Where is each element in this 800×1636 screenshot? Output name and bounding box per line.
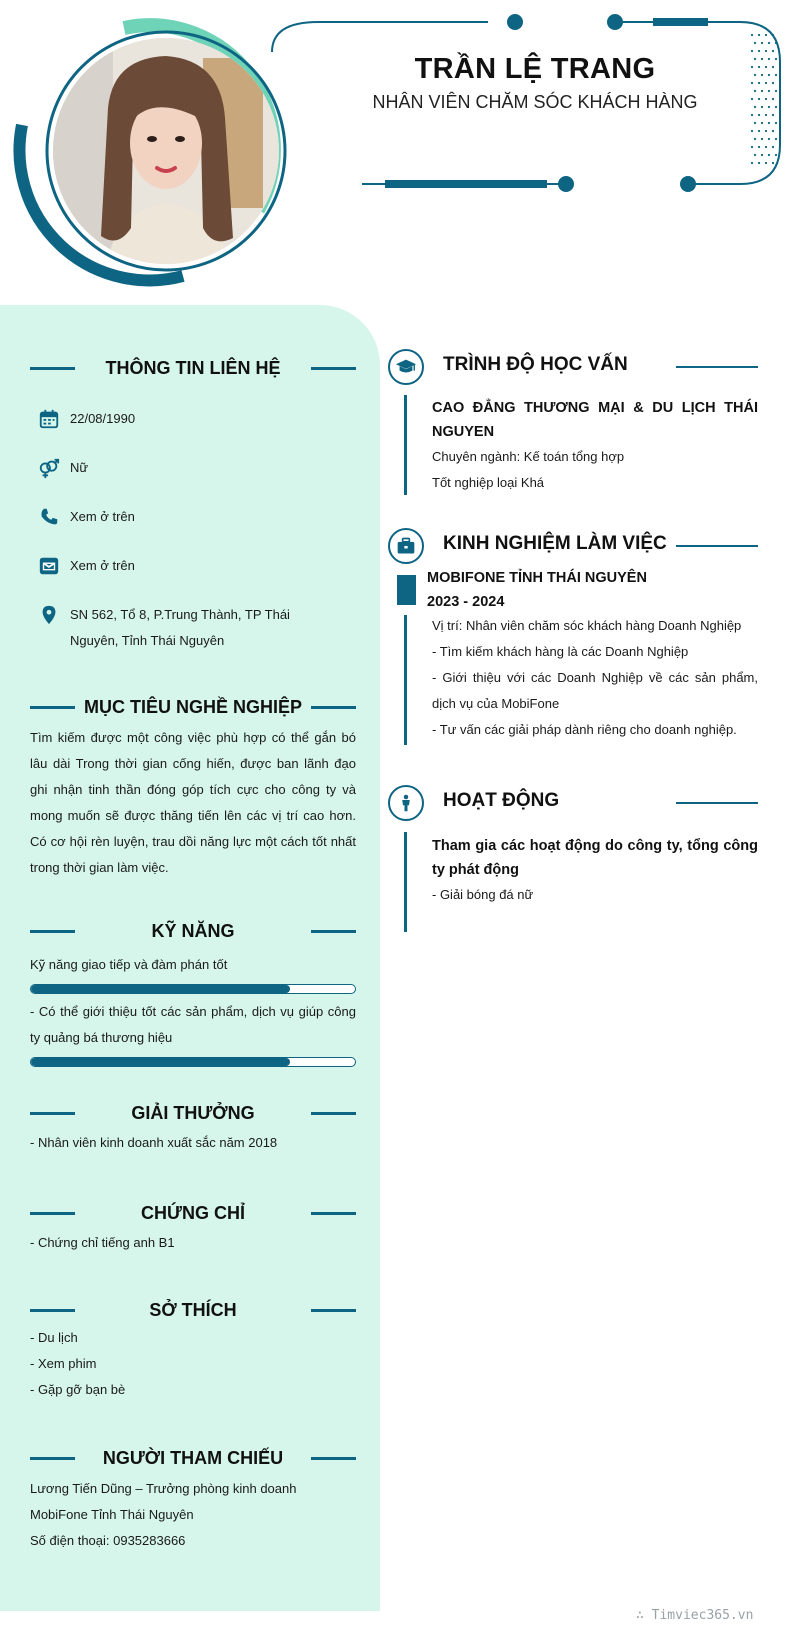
pattern-dot [765, 130, 767, 132]
section-title-awards [30, 1098, 356, 1128]
candidate-name: TRẦN LỆ TRANG [414, 53, 656, 85]
pattern-dot [772, 114, 774, 116]
frame-bar [385, 180, 547, 188]
portrait-illustration [53, 38, 279, 264]
pattern-dot [775, 90, 777, 92]
pattern-dot [761, 154, 763, 156]
title-bar [311, 706, 356, 709]
award-item: - Nhân viên kinh doanh xuất sắc năm 2018 [30, 1135, 278, 1150]
title-bar [30, 1112, 75, 1115]
email-icon [38, 555, 60, 577]
objective-text: Tìm kiếm được một công việc phù hợp có thể gắn bó lâu dài Trong thời gian cống hiến, được ban lãnh đạo ghi nhận tinh thần đóng góp tích cực cho công ty và mong muốn sẽ được thăng tiến lên các vị trí cao hơn. Có cơ hội rèn luyện, trau dồi năng lực một cách tốt nhất trong thời gian làm việc. [30, 730, 356, 875]
pattern-dot [758, 146, 760, 148]
title-bar [311, 1112, 356, 1115]
pattern-dot [768, 74, 770, 76]
reference-line: Lương Tiến Dũng – Trưởng phòng kinh doanh [30, 1481, 297, 1496]
pattern-dot [761, 138, 763, 140]
skill-name: Kỹ năng giao tiếp và đàm phán tốt [30, 957, 228, 972]
pattern-dot [772, 82, 774, 84]
pattern-dot [758, 82, 760, 84]
pattern-dot [754, 42, 756, 44]
pattern-dot [761, 122, 763, 124]
cv-header [0, 0, 800, 300]
pattern-dot [765, 146, 767, 148]
experience-section-icon [388, 528, 424, 564]
pattern-dot [772, 130, 774, 132]
pattern-dot [765, 66, 767, 68]
title-line [676, 366, 758, 368]
title-bar [30, 1212, 75, 1215]
pattern-dot [751, 130, 753, 132]
section-title-activities: HOẠT ĐỘNG [443, 790, 560, 811]
title-bar [30, 367, 75, 370]
calendar-icon [38, 408, 60, 430]
section-title-objective [30, 692, 356, 722]
pattern-dot [772, 162, 774, 164]
frame-bar [653, 18, 708, 26]
skill-bar [30, 984, 356, 994]
pattern-dot [765, 34, 767, 36]
title-bar [30, 706, 75, 709]
contact-phone [38, 506, 358, 530]
pattern-dot [751, 98, 753, 100]
reference-line: MobiFone Tỉnh Thái Nguyên [30, 1507, 194, 1522]
hobby-item: - Du lịch [30, 1330, 78, 1345]
pattern-dot [775, 138, 777, 140]
pattern-dot [761, 58, 763, 60]
timeline-line [404, 395, 407, 495]
title-bar [311, 930, 356, 933]
section-heading: THÔNG TIN LIÊN HỆ [105, 357, 281, 378]
experience-line: Vị trí: Nhân viên chăm sóc khách hàng Doanh Nghiệp [432, 618, 742, 633]
pattern-dot [775, 122, 777, 124]
pattern-dot [754, 90, 756, 92]
email-value[interactable]: Xem ở trên [70, 558, 135, 573]
education-section-icon [388, 349, 424, 385]
watermark: ∴ Timviec365.vn [636, 1608, 754, 1623]
pattern-dot [772, 98, 774, 100]
pattern-dot [775, 74, 777, 76]
section-heading: KỸ NĂNG [151, 920, 235, 941]
title-bar [30, 1457, 75, 1460]
frame-top-left [272, 22, 488, 52]
pattern-dot [765, 162, 767, 164]
title-line [676, 545, 758, 547]
skill-bar [30, 1057, 356, 1067]
pattern-dot [751, 162, 753, 164]
pattern-dot [775, 106, 777, 108]
section-heading: GIẢI THƯỞNG [131, 1102, 255, 1123]
pattern-dot [772, 50, 774, 52]
pattern-dot [751, 34, 753, 36]
pattern-dot [761, 106, 763, 108]
activities-section-icon [388, 785, 424, 821]
briefcase-icon [396, 536, 416, 556]
title-bar [311, 1212, 356, 1215]
pattern-dot [758, 66, 760, 68]
pattern-dot [765, 82, 767, 84]
work-period: 2023 - 2024 [427, 594, 505, 610]
graduation-cap-icon [395, 356, 417, 378]
pattern-dot [751, 50, 753, 52]
pattern-dot [758, 162, 760, 164]
title-bar [30, 930, 75, 933]
contact-address [38, 604, 358, 654]
pattern-dot [751, 114, 753, 116]
pattern-dot [775, 154, 777, 156]
job-title: NHÂN VIÊN CHĂM SÓC KHÁCH HÀNG [372, 92, 698, 112]
contact-email [38, 555, 358, 579]
company-name: MOBIFONE TỈNH THÁI NGUYÊN [427, 570, 647, 586]
pattern-dot [768, 154, 770, 156]
title-bar [311, 367, 356, 370]
pattern-dot [758, 34, 760, 36]
pattern-dot [772, 34, 774, 36]
section-title-skills [30, 916, 356, 946]
pattern-dot [768, 122, 770, 124]
pattern-dot [775, 42, 777, 44]
profile-photo [53, 38, 279, 264]
location-pin-icon [38, 604, 60, 626]
frame-dot [607, 14, 623, 30]
experience-line: - Giới thiệu với các Doanh Nghiệp về các sản phẩm, dịch vụ của MobiFone [432, 670, 758, 711]
gender-value: Nữ [70, 460, 89, 475]
hobby-item: - Xem phim [30, 1356, 97, 1371]
hobby-item: - Gặp gỡ bạn bè [30, 1382, 126, 1397]
section-heading: MỤC TIÊU NGHỀ NGHIỆP [83, 696, 302, 717]
pattern-dot [754, 58, 756, 60]
person-icon [397, 793, 415, 813]
pattern-dot [765, 50, 767, 52]
pattern-dot [775, 58, 777, 60]
title-line [676, 802, 758, 804]
section-title-education: TRÌNH ĐỘ HỌC VẤN [443, 354, 628, 375]
pattern-dot [754, 122, 756, 124]
pattern-dot [758, 98, 760, 100]
pattern-dot [772, 146, 774, 148]
timeline-line [404, 832, 407, 932]
frame-dot [558, 176, 574, 192]
frame-dot [507, 14, 523, 30]
section-title-references [30, 1443, 356, 1473]
pattern-dot [761, 74, 763, 76]
reference-line: Số điện thoại: 0935283666 [30, 1533, 186, 1548]
pattern-dot [758, 130, 760, 132]
experience-marker [397, 575, 416, 605]
pattern-dot [768, 106, 770, 108]
title-bar [30, 1309, 75, 1312]
gender-icon [38, 457, 60, 479]
title-bar [311, 1309, 356, 1312]
pattern-dot [754, 106, 756, 108]
phone-value[interactable]: Xem ở trên [70, 509, 135, 524]
pattern-dot [751, 66, 753, 68]
pattern-dot [768, 58, 770, 60]
birthday-value: 22/08/1990 [70, 411, 136, 426]
pattern-dot [758, 114, 760, 116]
school-name: CAO ĐẲNG THƯƠNG MẠI & DU LỊCH THÁI NGUYEN [432, 400, 758, 440]
skill-bar-fill [31, 985, 290, 993]
certificate-item: - Chứng chỉ tiếng anh B1 [30, 1235, 175, 1250]
pattern-dot [768, 90, 770, 92]
skill-bar-fill [31, 1058, 290, 1066]
contact-birthday [38, 408, 358, 432]
pattern-dot [751, 146, 753, 148]
section-title-certificates [30, 1198, 356, 1228]
title-bar [311, 1457, 356, 1460]
section-heading: SỞ THÍCH [149, 1299, 237, 1320]
address-value: SN 562, Tổ 8, P.Trung Thành, TP Thái Nguyên, Tỉnh Thái Nguyên [70, 607, 290, 648]
section-heading: CHỨNG CHỈ [141, 1202, 245, 1223]
pattern-dot [758, 50, 760, 52]
pattern-dot [754, 138, 756, 140]
experience-line: - Tìm kiếm khách hàng là các Doanh Nghiệp [432, 644, 689, 659]
pattern-dot [761, 90, 763, 92]
experience-line: - Tư vấn các giải pháp dành riêng cho doanh nghiệp. [432, 722, 737, 737]
section-title-experience: KINH NGHIỆM LÀM VIỆC [443, 533, 667, 554]
pattern-dot [768, 42, 770, 44]
pattern-dot [765, 114, 767, 116]
education-major: Chuyên ngành: Kế toán tổng hợp [432, 449, 625, 464]
phone-icon [38, 506, 60, 528]
skill-name: - Có thể giới thiệu tốt các sản phẩm, dịch vụ giúp công ty quảng bá thương hiệu [30, 1004, 356, 1045]
pattern-dot [751, 82, 753, 84]
section-title-hobbies [30, 1295, 356, 1325]
education-grade: Tốt nghiệp loại Khá [432, 475, 545, 490]
section-heading: NGƯỜI THAM CHIẾU [102, 1447, 284, 1468]
contact-gender [38, 457, 358, 481]
pattern-dot [768, 138, 770, 140]
activity-headline: Tham gia các hoạt động do công ty, tổng công ty phát động [432, 838, 758, 878]
dot-pattern [751, 34, 777, 164]
pattern-dot [765, 98, 767, 100]
pattern-dot [761, 42, 763, 44]
pattern-dot [754, 74, 756, 76]
activity-line: - Giải bóng đá nữ [432, 887, 534, 902]
pattern-dot [754, 154, 756, 156]
frame-dot [680, 176, 696, 192]
timeline-line [404, 615, 407, 745]
section-title-contact [30, 353, 356, 383]
pattern-dot [772, 66, 774, 68]
